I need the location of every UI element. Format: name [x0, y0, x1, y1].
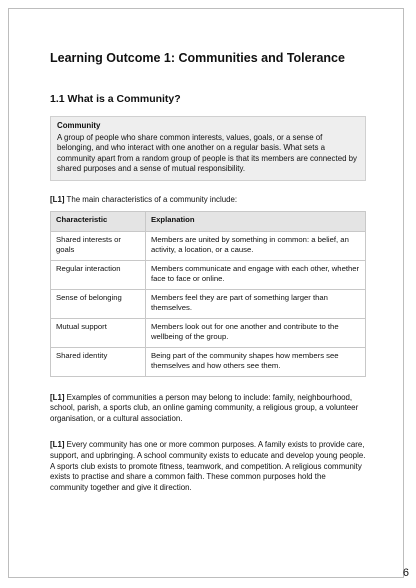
definition-box — [50, 116, 366, 181]
table-header-explanation: Explanation — [146, 211, 366, 231]
page-title: Learning Outcome 1: Communities and Tolerance — [50, 51, 345, 65]
table-intro-text: The main characteristics of a community include: — [64, 194, 238, 204]
table-cell-characteristic: Mutual support — [51, 318, 146, 347]
table-cell-explanation: Members feel they are part of something larger than themselves. — [146, 289, 366, 318]
definition-text: A group of people who share common interests, values, goals, or a sense of belonging, and who interact with one another on a regular basis. What sets a community apart from a random group of people is that its members are connected by shared purposes and a sense of mutual responsibility. — [57, 132, 357, 174]
table-row — [51, 260, 366, 289]
definition-title: Community — [57, 121, 101, 130]
table-cell-characteristic: Regular interaction — [51, 260, 146, 289]
examples-paragraph — [50, 393, 366, 425]
table-cell-explanation: Members are united by something in common: a belief, an activity, a location, or a cause. — [146, 231, 366, 260]
characteristics-table — [50, 211, 366, 377]
table-cell-explanation: Being part of the community shapes how members see themselves and how others see them. — [146, 347, 366, 376]
page-number: 6 — [402, 567, 409, 579]
table-header-row — [51, 211, 366, 231]
table-row — [51, 318, 366, 347]
table-row — [51, 347, 366, 376]
level-tag: [L1] — [50, 392, 65, 402]
section-title: 1.1 What is a Community? — [50, 93, 181, 105]
table-cell-characteristic: Sense of belonging — [51, 289, 146, 318]
table-intro — [50, 195, 366, 206]
table-cell-explanation: Members look out for one another and contribute to the wellbeing of the group. — [146, 318, 366, 347]
table-cell-characteristic: Shared interests or goals — [51, 231, 146, 260]
purposes-text: Every community has one or more common purposes. A family exists to provide care, support, and upbringing. A school community exists to educate and develop young people. A sports club exists to promote fitness, teamwork, and competition. A religious community exists to practise and share a common faith. These common purposes hold the community together and give it direction. — [50, 440, 366, 492]
table-row — [51, 231, 366, 260]
table-cell-characteristic: Shared identity — [51, 347, 146, 376]
table-cell-explanation: Members communicate and engage with each other, whether face to face or online. — [146, 260, 366, 289]
level-tag: [L1] — [50, 194, 65, 204]
examples-text: Examples of communities a person may belong to include: family, neighbourhood, school, parish, a sports club, an online gaming community, a religious group, a volunteer organisation, or a cultural association. — [50, 392, 359, 423]
table-header-characteristic: Characteristic — [51, 211, 146, 231]
purposes-paragraph — [50, 440, 366, 493]
table-row — [51, 289, 366, 318]
level-tag: [L1] — [50, 440, 65, 450]
page-content — [50, 50, 366, 493]
